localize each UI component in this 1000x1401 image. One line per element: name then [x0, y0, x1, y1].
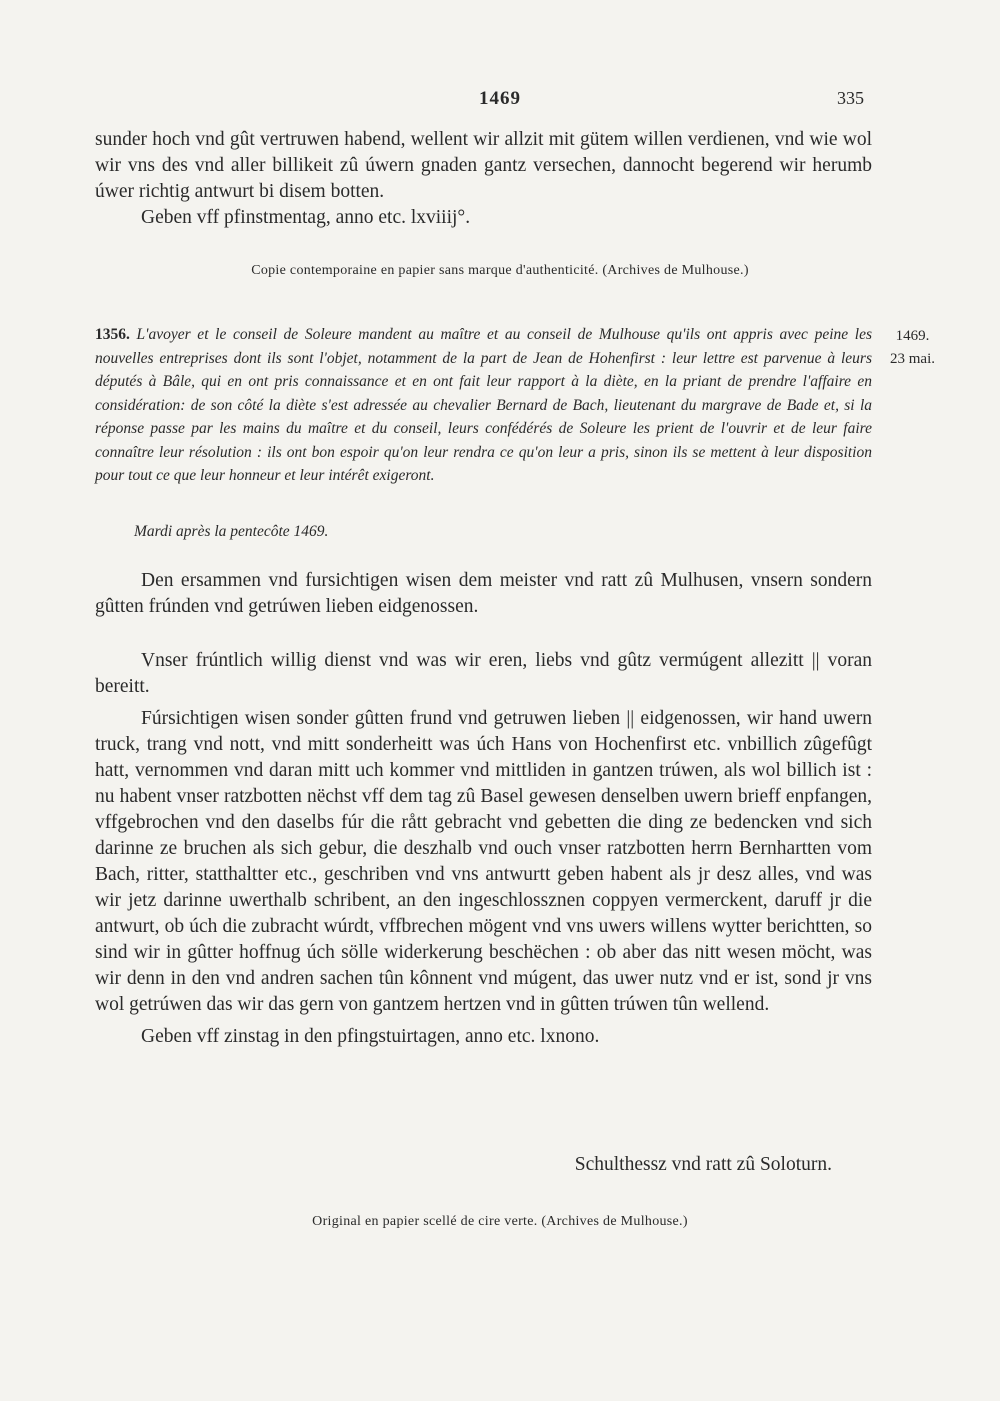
- margin-date: [890, 325, 935, 371]
- letter-address-block: [95, 568, 872, 620]
- previous-letter-ending: [95, 127, 872, 231]
- source-note-bottom: Original en papier scellé de cire verte. (Archives de Mulhouse.): [312, 1214, 688, 1229]
- running-header-year: 1469: [479, 88, 521, 109]
- page-number: 335: [837, 88, 864, 108]
- entry-summary: [95, 323, 872, 488]
- source-note-top: Copie contemporaine en papier sans marque d'authenticité. (Archives de Mulhouse.): [251, 263, 749, 278]
- entry-summary-text: L'avoyer et le conseil de Soleure mandent au maître et au conseil de Mulhouse qu'ils ont appris avec peine les nouvelles entreprises dont ils sont l'objet, notamment de la part de Jean de Hohenfirst : leur lettre est parvenue à leurs députés à Bâle, qui en ont pris connaissance et en ont fait leur rapport à la diète, en la priant de prendre l'affaire en considération: de son côté la diète s'est adressée au chevalier Bernard de Bach, lieutenant du margrave de Bade et, si la réponse passe par les mains du maître et du conseil, leurs confédérés de Soleure les prient de l'ouvrir et de leur faire connaître leur résolution : ils ont bon espoir qu'on leur rendra ce qu'on leur a pris, sinon ils se mettent à leur disposition pour tout ce que leur honneur et leur intérêt exigeront.: [95, 326, 873, 484]
- letter-body: [95, 706, 872, 1050]
- margin-year: 1469.: [895, 328, 930, 344]
- entry-date: Mardi après la pentecôte 1469.: [134, 523, 329, 540]
- entry-number: 1356.: [95, 326, 130, 343]
- letter-main-paragraph: Fúrsichtigen wisen sonder gûtten frund vnd getruwen lieben || eidgenossen, wir hand uwern truck, trang vnd nott, vnd mitt sonderheitt was úch Hans von Hochenfirst etc. vnbillich zûgefûgt hatt, vernommen vnd daran mitt uch kommer vnd mittliden in gantzen trúwen, als wol billich ist : nu habent vnser ratzbotten nëchst vff dem tag zû Basel gewesen denselben uwern brieff enpfangen, vffgebrochen vnd den daselbs fúr die rått gebracht vnd gebetten die ding ze bedencken vnd sich darinne ze bruchen als sich gebur, die deszhalb vnd ouch vnser ratzbotten herrn Bernhartten vom Bach, ritter, statthaltter etc., geschriben vnd vns antwurtt geben habent als jr desz alles, vnd was wir jetz darinne uwerthalb schribent, an den ingeschlossznen coppyen vermerckent, daruff jr die antwurt, ob úch die zubracht wúrdt, vffbrechen mögent vnd vns uwers willens wytter berichtten, so sind wir in gûtter hoffnug úch sölle widerkerung beschëchen : ob aber das nitt wesen möcht, was wir denn in den vnd andren sachen tûn kônnent vnd múgent, das uwer nutz vnd er ist, sond jr vns wol getrúwen das wir das gern von gantzem hertzen vnd in gûtten trúwen tûn wellend.: [95, 708, 872, 1015]
- paragraph-continuation: sunder hoch vnd gût vertruwen habend, wellent wir allzit mit gütem willen verdienen, vnd wie wol wir vns des vnd aller billikeit zû úwern gnaden gantz versechen, dannocht begerend wir herumb úwer richtig antwurt bi disem botten.: [95, 129, 872, 202]
- letter-signature: Schulthessz vnd ratt zû Soloturn.: [574, 1154, 832, 1175]
- letter-address: Den ersammen vnd fursichtigen wisen dem meister vnd ratt zû Mulhusen, vnsern sondern gûtten frúnden vnd getrúwen lieben eidgenossen.: [95, 570, 872, 617]
- letter-greeting: Vnser frúntlich willig dienst vnd was wir eren, liebs vnd gûtz vermúgent allezitt || voran bereitt.: [95, 650, 872, 697]
- margin-day: 23 mai.: [890, 351, 935, 367]
- letter-greeting-block: [95, 648, 872, 700]
- letter-closing: Geben vff zinstag in den pfingstuirtagen, anno etc. lxnono.: [141, 1026, 600, 1047]
- dating-line: Geben vff pfinstmentag, anno etc. lxviiij°.: [141, 207, 471, 228]
